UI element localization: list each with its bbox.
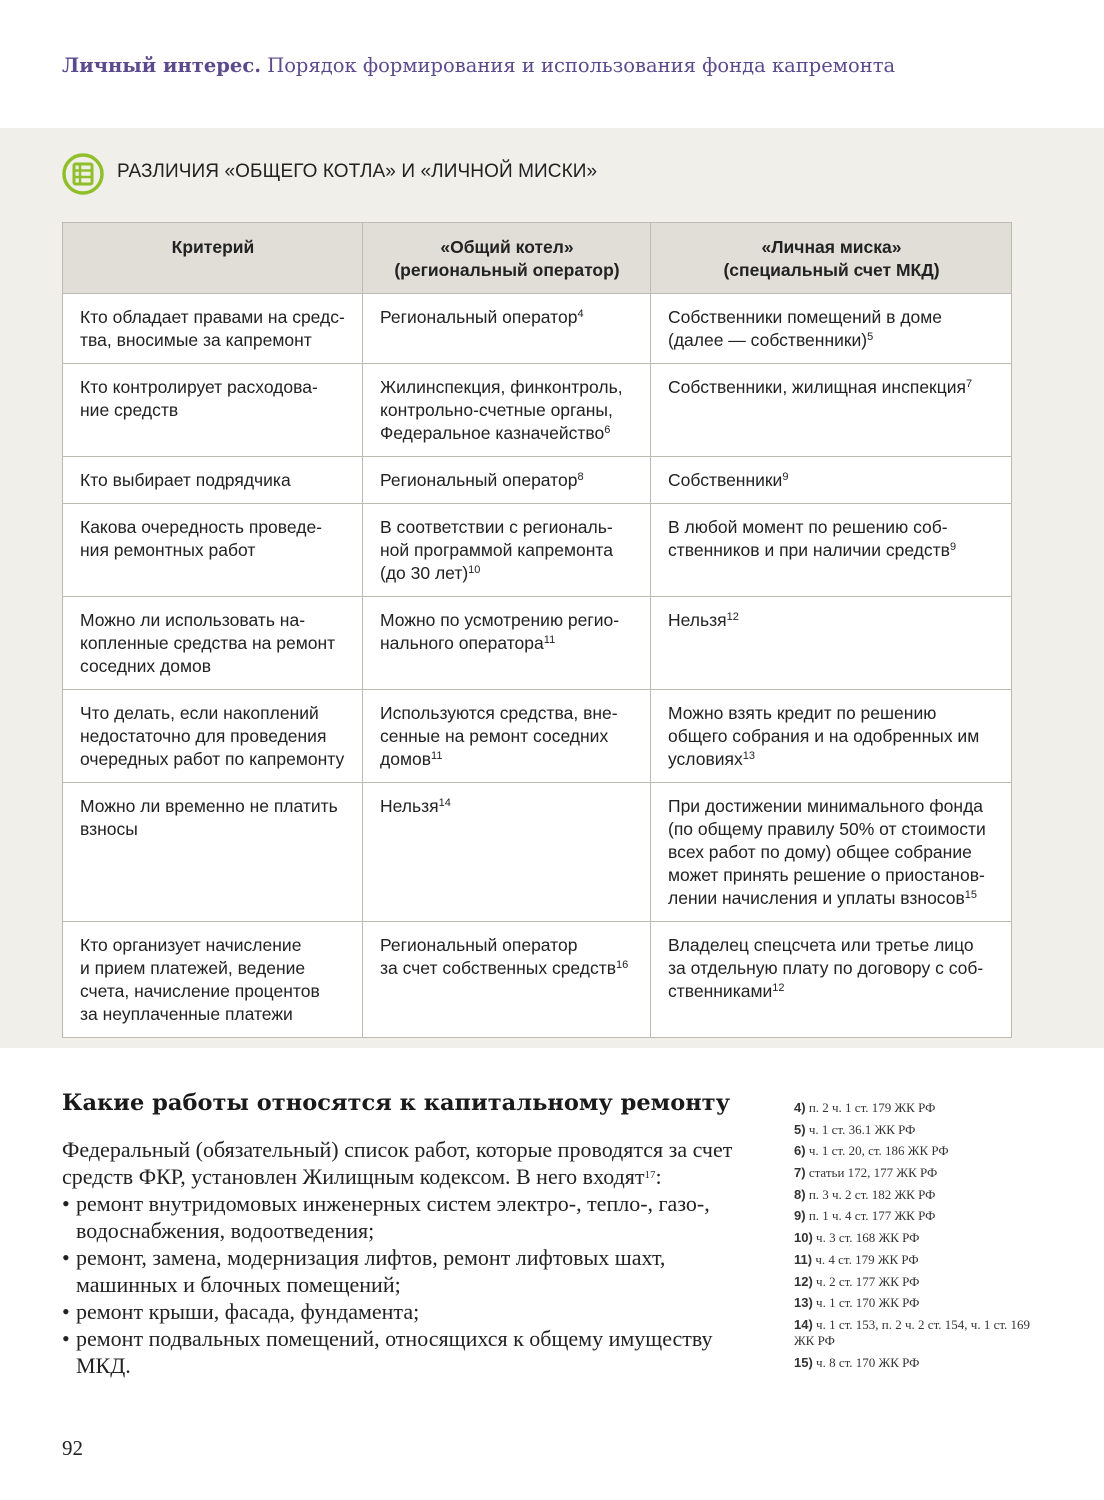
list-item: • ремонт крыши, фасада, фундамента;: [62, 1298, 752, 1325]
common-pot-cell: Можно по усмотрению регио- нального оператора$^{11}$: [363, 597, 651, 690]
footnote: 15) ч. 8 ст. 170 ЖК РФ: [794, 1354, 920, 1370]
table-icon: [62, 153, 104, 195]
criterion-cell: Кто выбирает подрядчика: [63, 457, 363, 504]
personal-bowl-cell: Собственники помещений в доме (далее — собственники)$^5$: [651, 294, 1012, 364]
table-row: [63, 922, 1012, 1038]
footnote: 5) ч. 1 ст. 36.1 ЖК РФ: [794, 1121, 916, 1137]
table-row: [63, 504, 1012, 597]
footnote: 7) статьи 172, 177 ЖК РФ: [794, 1165, 938, 1181]
footnote: 11) ч. 4 ст. 179 ЖК РФ: [794, 1251, 919, 1267]
personal-bowl-cell: Владелец спецсчета или третье лицо за отдельную плату по договору с соб- ственниками$^{12}$: [651, 922, 1012, 1038]
section-title: Какие работы относятся к капитальному ремонту: [62, 1090, 731, 1116]
criterion-cell: Можно ли временно не платить взносы: [63, 783, 363, 922]
table-row: [63, 457, 1012, 504]
page-number: 92: [62, 1436, 83, 1460]
common-pot-cell: Используются средства, вне- сенные на ремонт соседних домов$^{11}$: [363, 690, 651, 783]
common-pot-cell: Региональный оператор$^8$: [363, 457, 651, 504]
personal-bowl-cell: Нельзя$^{12}$: [651, 597, 1012, 690]
common-pot-cell: Региональный оператор за счет собственных средств$^{16}$: [363, 922, 651, 1038]
footnote: 13) ч. 1 ст. 170 ЖК РФ: [794, 1295, 920, 1311]
criterion-cell: Что делать, если накоплений недостаточно для проведения очередных работ по капремонту: [63, 690, 363, 783]
criterion-cell: Кто обладает правами на средс- тва, вносимые за капремонт: [63, 294, 363, 364]
table-row: [63, 294, 1012, 364]
personal-bowl-cell: Собственники$^9$: [651, 457, 1012, 504]
footnote: 10) ч. 3 ст. 168 ЖК РФ: [794, 1230, 920, 1246]
footnote: 6) ч. 1 ст. 20, ст. 186 ЖК РФ: [794, 1143, 949, 1159]
personal-bowl-cell: Можно взять кредит по решению общего собрания и на одобренных им условиях$^{13}$: [651, 690, 1012, 783]
list-item: • ремонт подвальных помещений, относящихся к общему имуществу МКД.: [62, 1325, 752, 1379]
table-title: РАЗЛИЧИЯ «ОБЩЕГО КОТЛА» И «ЛИЧНОЙ МИСКИ»: [117, 161, 598, 182]
personal-bowl-cell: В любой момент по решению соб- ственников и при наличии средств$^9$: [651, 504, 1012, 597]
section-body: [62, 1136, 752, 1379]
intro-paragraph: Федеральный (обязательный) список работ, которые проводятся за счет средств ФКР, установлен Жилищным кодексом. В него входят$^{17}$:: [62, 1137, 733, 1189]
common-pot-cell: Жилинспекция, финконтроль, контрольно-счетные органы, Федеральное казначейство$^6$: [363, 364, 651, 457]
footnotes: [794, 1100, 1044, 1376]
table-row: [63, 364, 1012, 457]
running-header: [62, 54, 895, 77]
works-list: [62, 1190, 752, 1379]
table-row: [63, 597, 1012, 690]
header-title: Порядок формирования и использования фонда капремонта: [267, 54, 896, 77]
common-pot-cell: Нельзя$^{14}$: [363, 783, 651, 922]
common-pot-cell: Региональный оператор$^4$: [363, 294, 651, 364]
common-pot-cell: В соответствии с региональ- ной программой капремонта (до 30 лет)$^{10}$: [363, 504, 651, 597]
criterion-cell: Можно ли использовать на- копленные средства на ремонт соседних домов: [63, 597, 363, 690]
footnote: 8) п. 3 ч. 2 ст. 182 ЖК РФ: [794, 1186, 936, 1202]
header-section: Личный интерес.: [62, 54, 261, 77]
criterion-cell: Кто контролирует расходова- ние средств: [63, 364, 363, 457]
comparison-table: [62, 222, 1012, 1038]
header-common-pot: «Общий котел» (региональный оператор): [363, 223, 651, 294]
header-criterion: Критерий: [63, 223, 363, 294]
footnote: 14) ч. 1 ст. 153, п. 2 ч. 2 ст. 154, ч. 1 ст. 169 ЖК РФ: [794, 1316, 1031, 1348]
footnote: 9) п. 1 ч. 4 ст. 177 ЖК РФ: [794, 1208, 936, 1224]
personal-bowl-cell: Собственники, жилищная инспекция$^7$: [651, 364, 1012, 457]
header-personal-bowl: «Личная миска» (специальный счет МКД): [651, 223, 1012, 294]
criterion-cell: Какова очередность проведе- ния ремонтных работ: [63, 504, 363, 597]
footnote: 4) п. 2 ч. 1 ст. 179 ЖК РФ: [794, 1100, 936, 1115]
table-header-row: [63, 223, 1012, 294]
footnote: 12) ч. 2 ст. 177 ЖК РФ: [794, 1273, 920, 1289]
personal-bowl-cell: При достижении минимального фонда (по общему правилу 50% от стоимости всех работ по дому) общее собрание может принять решение о приостанов- лении начисления и уплаты взносов$^{15}$: [651, 783, 1012, 922]
list-item: • ремонт, замена, модернизация лифтов, ремонт лифтовых шахт, машинных и блочных помещений;: [62, 1244, 752, 1298]
criterion-cell: Кто организует начисление и прием платежей, ведение счета, начисление процентов за неуплаченные платежи: [63, 922, 363, 1038]
table-row: [63, 783, 1012, 922]
table-row: [63, 690, 1012, 783]
list-item: • ремонт внутридомовых инженерных систем электро-, тепло-, газо-, водоснабжения, водоотведения;: [62, 1190, 752, 1244]
